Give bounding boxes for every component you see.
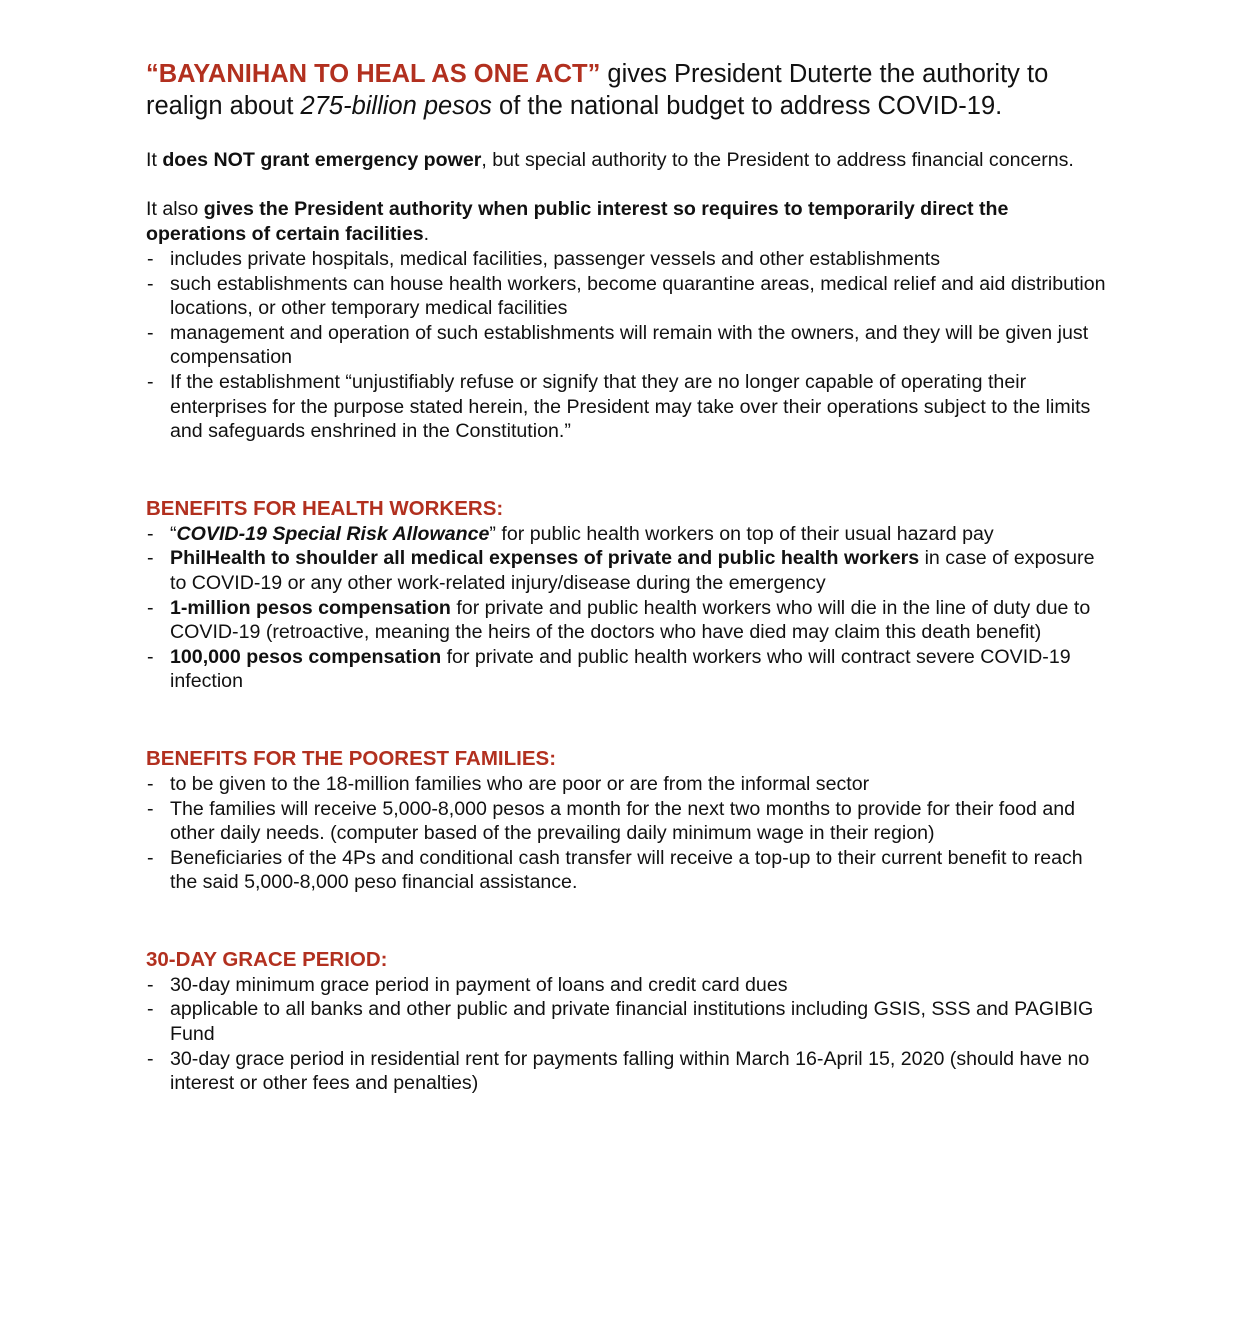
facilities-post: . — [423, 223, 430, 245]
list-item — [146, 546, 1106, 595]
budget-amount: 275-billion pesos — [300, 92, 492, 120]
facilities-paragraph — [146, 197, 1106, 247]
item-post: for private and public health workers who will contract severe COVID-19 infection — [170, 645, 1071, 693]
list-item: - management and operation of such establishments will remain with the owners, and they will be given just compensation — [146, 321, 1106, 370]
list-item: - The families will receive 5,000-8,000 pesos a month for the next two months to provide for their food and other daily needs. (computer based of the prevailing daily minimum wage in their region) — [146, 797, 1106, 846]
item-bold: 1-million pesos compensation — [170, 596, 451, 619]
health-workers-heading: BENEFITS FOR HEALTH WORKERS: — [146, 496, 504, 520]
list-item: - 30-day grace period in residential rent for payments falling within March 16-April 15, 2020 (should have no interest or other fees and penalties) — [146, 1047, 1106, 1096]
emergency-post: , but special authority to the President to address financial concerns. — [481, 149, 1074, 171]
list-item: - Beneficiaries of the 4Ps and conditional cash transfer will receive a top-up to their current benefit to reach the said 5,000-8,000 peso financial assistance. — [146, 846, 1106, 895]
emergency-power-paragraph — [146, 148, 1106, 173]
emergency-bold: does NOT grant emergency power — [162, 149, 482, 171]
grace-period-heading: 30-DAY GRACE PERIOD: — [146, 947, 388, 971]
list-item: - If the establishment “unjustifiably refuse or signify that they are no longer capable of operating their enterprises for the purpose stated herein, the President may take over their operations subject to the limits and safeguards enshrined in the Constitution.” — [146, 370, 1106, 444]
section-spacer — [146, 694, 1106, 746]
list-item — [146, 596, 1106, 645]
item-post: in case of exposure to COVID-19 or any other work-related injury/disease during the emergency — [170, 547, 1095, 594]
document-page — [146, 58, 1106, 1096]
item-bold: PhilHealth to shoulder all medical expenses of private and public health workers — [170, 547, 920, 570]
emergency-pre: It — [146, 149, 163, 171]
list-item: - such establishments can house health workers, become quarantine areas, medical relief and aid distribution locations, or other temporary medical facilities — [146, 272, 1106, 321]
list-item — [146, 645, 1106, 694]
intro-paragraph — [146, 58, 1106, 122]
act-name: “BAYANIHAN TO HEAL AS ONE ACT” — [146, 60, 601, 88]
section-spacer — [146, 895, 1106, 947]
list-item: - 30-day minimum grace period in payment of loans and credit card dues — [146, 973, 1106, 998]
poorest-families-list — [146, 772, 1106, 895]
item-post: ” for public health workers on top of their usual hazard pay — [489, 522, 994, 545]
list-item: - applicable to all banks and other public and private financial institutions including GSIS, SSS and PAGIBIG Fund — [146, 997, 1106, 1046]
section-spacer — [146, 444, 1106, 496]
item-post: for private and public health workers who will die in the line of duty due to COVID-19 (retroactive, meaning the heirs of the doctors who have died may claim this death benefit) — [170, 596, 1091, 644]
grace-period-list — [146, 973, 1106, 1096]
facilities-bold: gives the President authority when public interest so requires to temporarily direct the operations of certain facilities — [146, 198, 1009, 245]
poorest-families-heading: BENEFITS FOR THE POOREST FAMILIES: — [146, 746, 557, 770]
list-item: - to be given to the 18-million families who are poor or are from the informal sector — [146, 772, 1106, 797]
intro-text-1: gives President Duterte the authority to realign about — [146, 60, 1049, 120]
item-bold: 100,000 pesos compensation — [170, 645, 442, 668]
health-workers-list — [146, 522, 1106, 694]
list-item — [146, 522, 1106, 547]
item-bold-italic: COVID-19 Special Risk Allowance — [176, 522, 490, 545]
intro-text-2: of the national budget to address COVID-19. — [491, 92, 1003, 120]
facilities-pre: It also — [146, 198, 204, 220]
list-item: - includes private hospitals, medical facilities, passenger vessels and other establishments — [146, 247, 1106, 272]
item-pre: “ — [170, 522, 177, 545]
facilities-list — [146, 247, 1106, 444]
